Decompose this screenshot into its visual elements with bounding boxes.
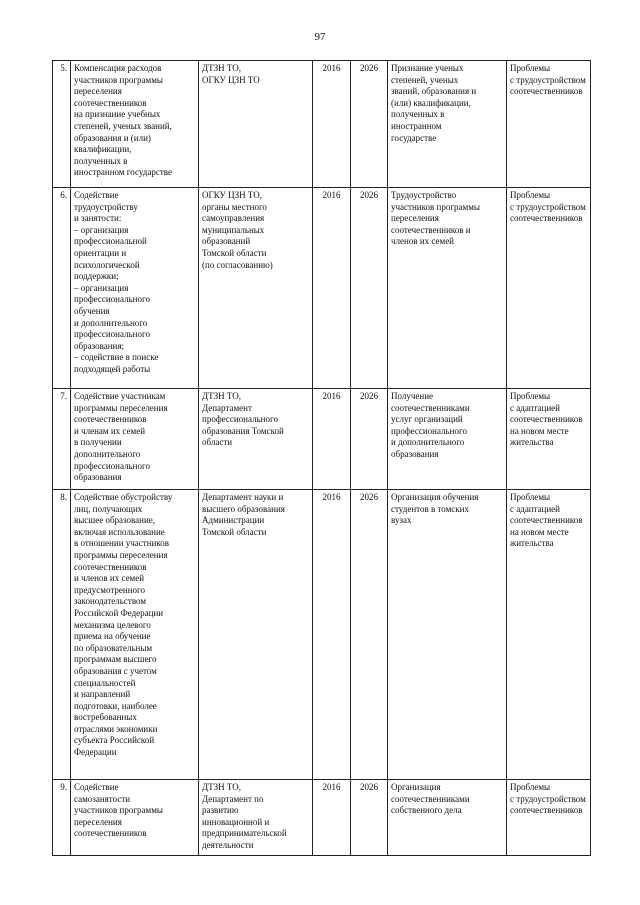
problem-cell: Проблемы с трудоустройством соотечественников xyxy=(507,780,591,856)
row-number: 5. xyxy=(53,61,71,188)
result-cell: Получение соотечественниками услуг организаций профессионального и дополнительного образования xyxy=(388,389,507,490)
table-row xyxy=(53,188,591,389)
executor-cell: ДТЗН ТО, Департамент по развитию инновационной и предпринимательской деятельности xyxy=(199,780,313,856)
row-number: 8. xyxy=(53,490,71,780)
end-year-cell: 2026 xyxy=(351,61,388,188)
measure-cell: Содействие участникам программы переселения соотечественников и членам их семей в получении дополнительного профессионального образования xyxy=(71,389,199,490)
problem-cell: Проблемы с трудоустройством соотечественников xyxy=(507,188,591,389)
executor-cell: ОГКУ ЦЗН ТО, органы местного самоуправления муниципальных образований Томской области (по согласованию) xyxy=(199,188,313,389)
problem-cell: Проблемы с трудоустройством соотечественников xyxy=(507,61,591,188)
page-number: 97 xyxy=(314,31,326,43)
table-row xyxy=(53,780,591,856)
start-year-cell: 2016 xyxy=(313,188,351,389)
problem-cell: Проблемы с адаптацией соотечественников на новом месте жительства xyxy=(507,389,591,490)
executor-cell: ДТЗН ТО, Департамент профессионального образования Томской области xyxy=(199,389,313,490)
executor-cell: ДТЗН ТО, ОГКУ ЦЗН ТО xyxy=(199,61,313,188)
result-cell: Трудоустройство участников программы переселения соотечественников и членов их семей xyxy=(388,188,507,389)
measures-table xyxy=(52,60,591,856)
result-cell: Организация обучения студентов в томских вузах xyxy=(388,490,507,780)
table-row xyxy=(53,490,591,780)
table-row xyxy=(53,61,591,188)
start-year-cell: 2016 xyxy=(313,780,351,856)
start-year-cell: 2016 xyxy=(313,490,351,780)
measure-cell: Содействие самозанятости участников программы переселения соотечественников xyxy=(71,780,199,856)
result-cell: Признание ученых степеней, ученых званий, образования и (или) квалификации, полученных в иностранном государстве xyxy=(388,61,507,188)
start-year-cell: 2016 xyxy=(313,61,351,188)
problem-cell: Проблемы с адаптацией соотечественников на новом месте жительства xyxy=(507,490,591,780)
end-year-cell: 2026 xyxy=(351,780,388,856)
table-row xyxy=(53,389,591,490)
measure-cell: Содействие трудоустройству и занятости: – организация профессиональной ориентации и психологической поддержки; – организация профессионального обучения и дополнительного профессионального образования; – содействие в поиске подходящей работы xyxy=(71,188,199,389)
start-year-cell: 2016 xyxy=(313,389,351,490)
end-year-cell: 2026 xyxy=(351,188,388,389)
executor-cell: Департамент науки и высшего образования Администрации Томской области xyxy=(199,490,313,780)
row-number: 7. xyxy=(53,389,71,490)
row-number: 9. xyxy=(53,780,71,856)
measure-cell: Содействие обустройству лиц, получающих высшее образование, включая использование в отношении участников программы переселения соотечественников и членов их семей предусмотренного законодательством Российской Федерации механизма целевого приема на обучение по образовательным программам высшего образования с учетом специальностей и направлений подготовки, наиболее востребованных отраслями экономики субъекта Российской Федерации xyxy=(71,490,199,780)
result-cell: Организация соотечественниками собственного дела xyxy=(388,780,507,856)
end-year-cell: 2026 xyxy=(351,490,388,780)
end-year-cell: 2026 xyxy=(351,389,388,490)
measure-cell: Компенсация расходов участников программы переселения соотечественников на признание учебных степеней, ученых званий, образования и (или) квалификации, полученных в иностранном государстве xyxy=(71,61,199,188)
row-number: 6. xyxy=(53,188,71,389)
